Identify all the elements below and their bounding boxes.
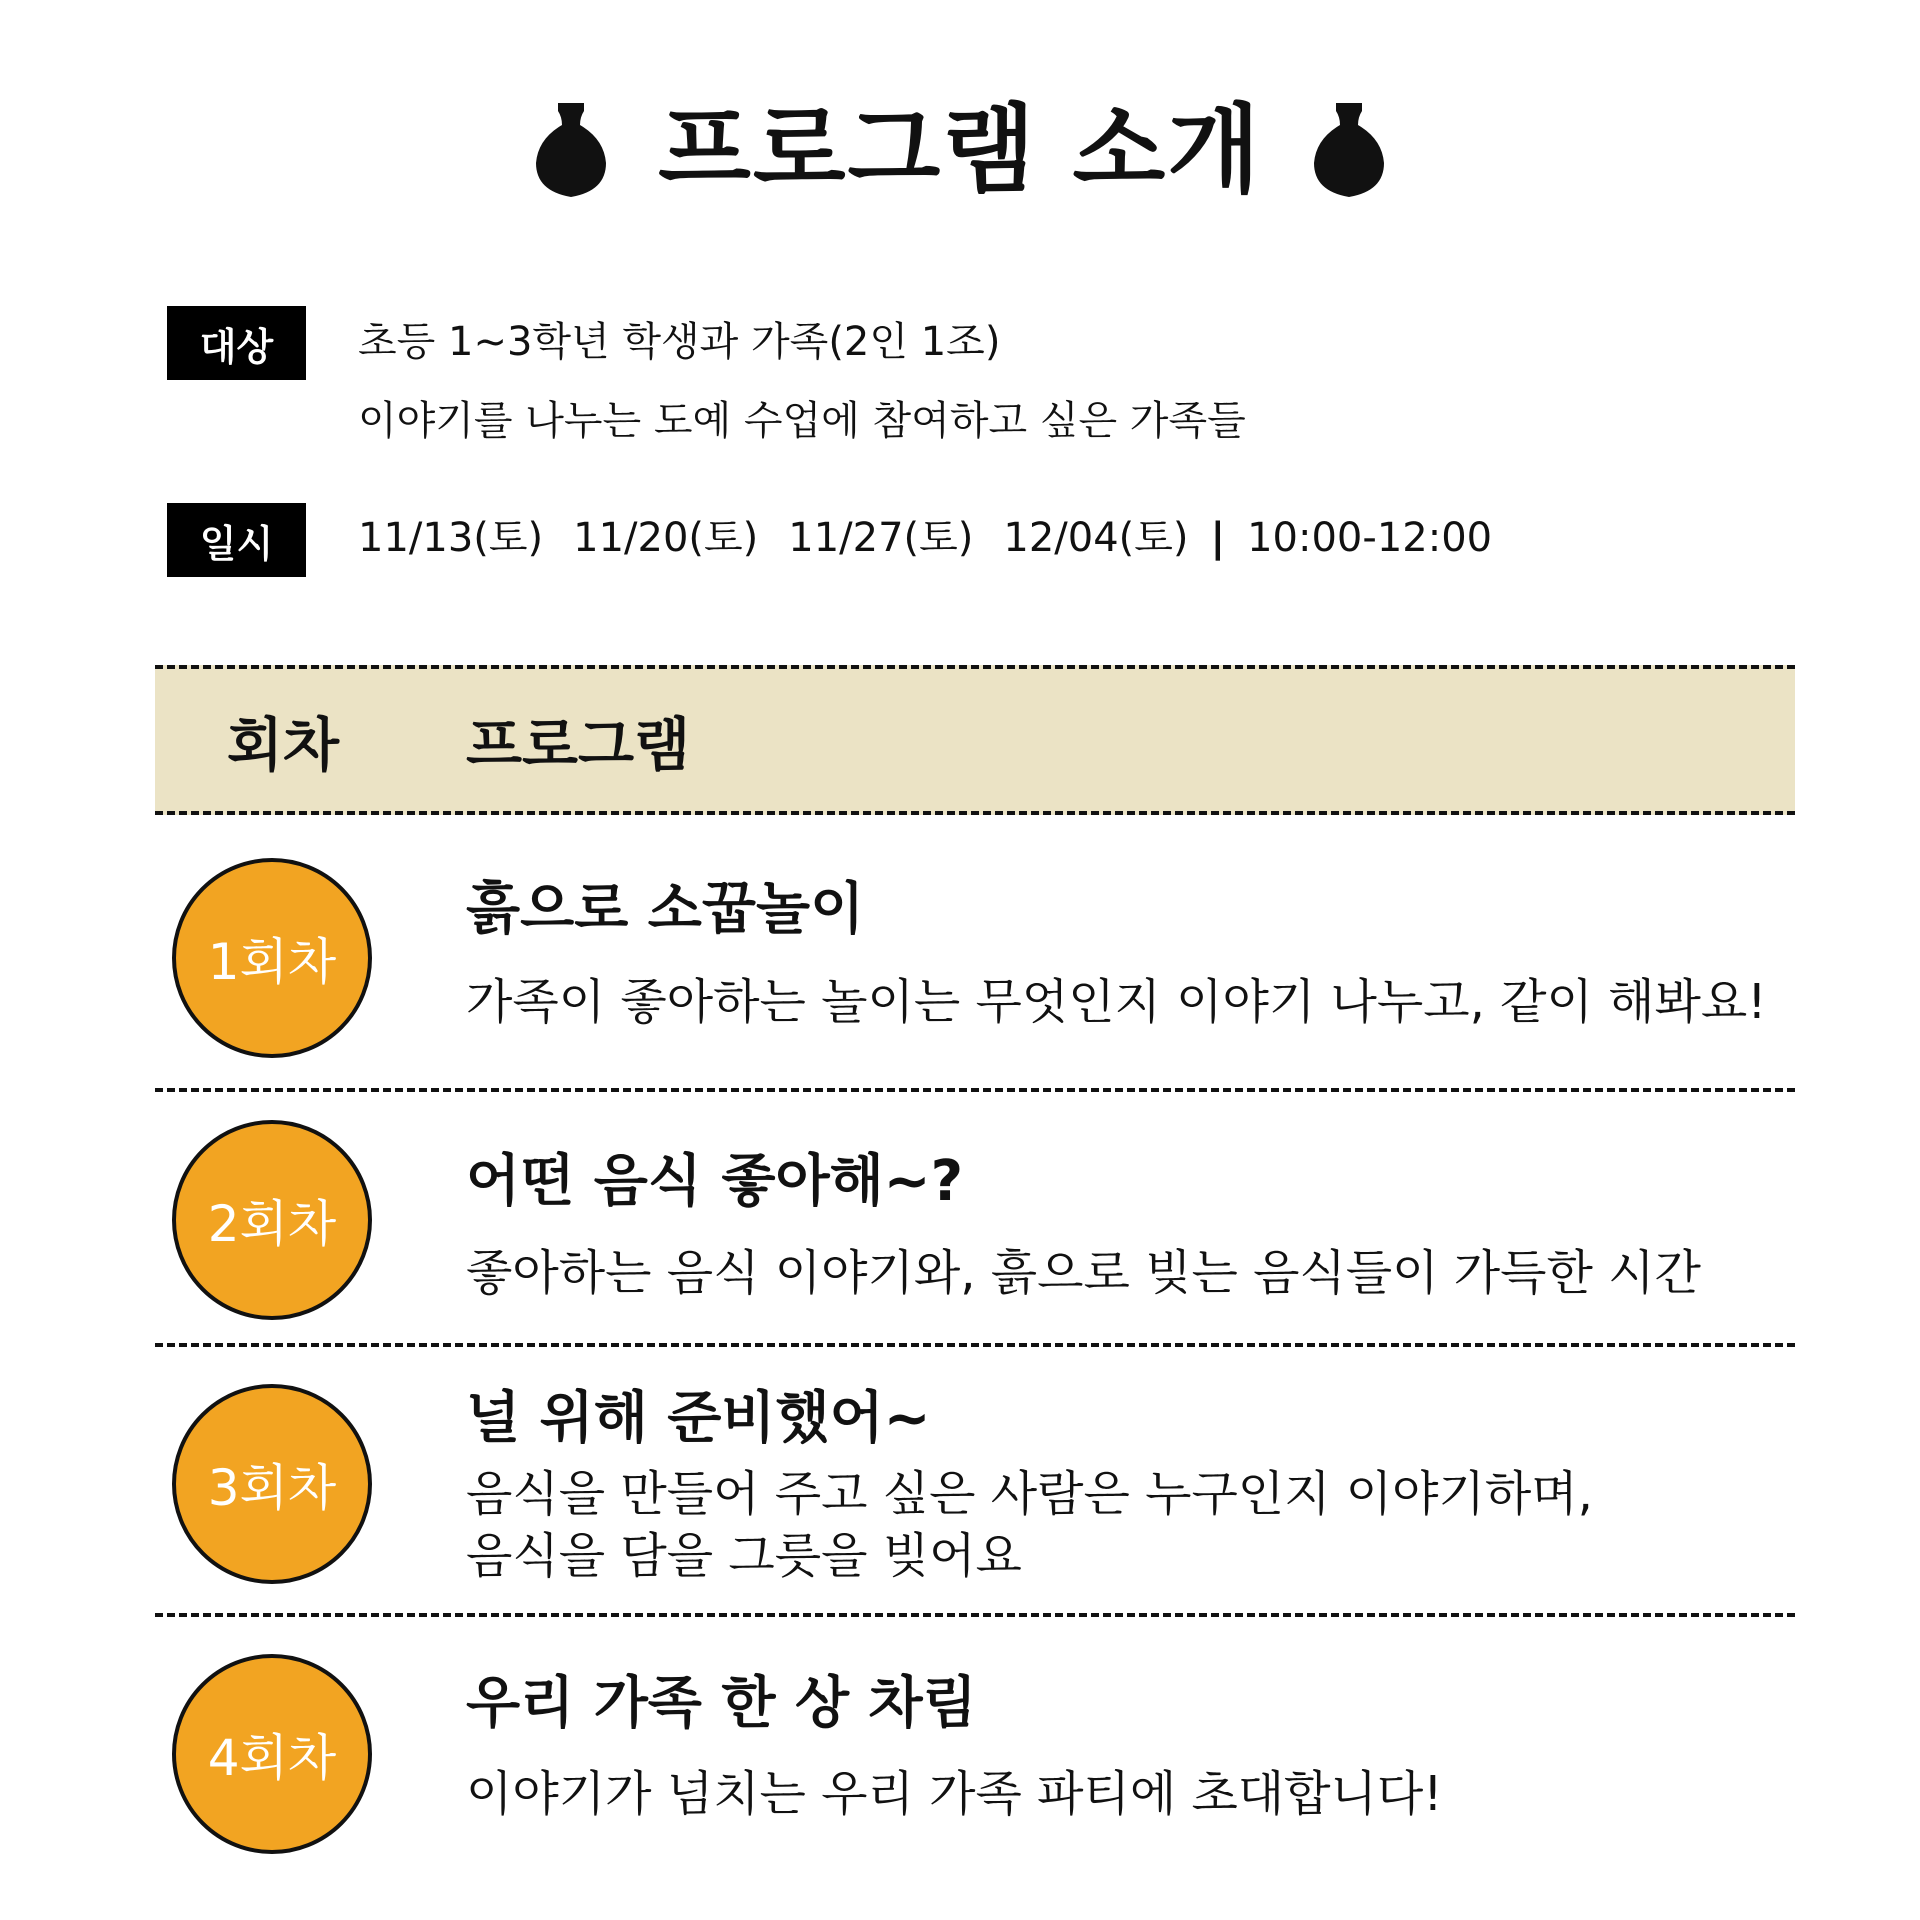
round-badge: 1회차: [172, 858, 372, 1058]
round-title: 어떤 음식 좋아해~?: [466, 1149, 964, 1214]
schedule-time: 10:00-12:00: [1247, 515, 1493, 561]
round-badge: 4회차: [172, 1654, 372, 1854]
vase-icon: [1312, 101, 1386, 199]
schedule-date: 11/27(토): [788, 515, 974, 561]
target-label: 대상: [167, 306, 306, 380]
row-divider: [155, 1088, 1795, 1092]
row-divider: [155, 1343, 1795, 1347]
round-badge: 2회차: [172, 1120, 372, 1320]
schedule-label: 일시: [167, 503, 306, 577]
schedule-date: 11/13(토): [358, 515, 544, 561]
round-badge: 3회차: [172, 1384, 372, 1584]
round-title: 우리 가족 한 상 차림: [466, 1671, 977, 1736]
program-table-header: [155, 665, 1795, 815]
round-title: 널 위해 준비했어~: [466, 1386, 931, 1451]
round-desc: 이야기가 넘치는 우리 가족 파티에 초대합니다!: [466, 1766, 1443, 1822]
round-desc: 가족이 좋아하는 놀이는 무엇인지 이야기 나누고, 같이 해봐요!: [466, 974, 1767, 1030]
schedule-date: 11/20(토): [573, 515, 759, 561]
round-desc: 좋아하는 음식 이야기와, 흙으로 빚는 음식들이 가득한 시간: [466, 1245, 1701, 1301]
schedule-line: [358, 515, 1493, 561]
target-line-1: 초등 1~3학년 학생과 가족(2인 1조): [358, 319, 1001, 365]
round-desc: 음식을 만들어 주고 싶은 사람은 누구인지 이야기하며,: [466, 1466, 1593, 1522]
title-row: [0, 95, 1920, 205]
row-divider: [155, 1613, 1795, 1617]
header-round: 회차: [227, 711, 340, 779]
schedule-separator: |: [1210, 515, 1226, 561]
schedule-date: 12/04(토): [1003, 515, 1189, 561]
round-desc: 음식을 담을 그릇을 빚어요: [466, 1528, 1022, 1584]
vase-icon: [534, 101, 608, 199]
header-program: 프로그램: [466, 711, 691, 779]
target-line-2: 이야기를 나누는 도예 수업에 참여하고 싶은 가족들: [358, 398, 1246, 444]
page-title: 프로그램 소개: [658, 94, 1262, 206]
round-title: 흙으로 소꿉놀이: [466, 877, 865, 942]
